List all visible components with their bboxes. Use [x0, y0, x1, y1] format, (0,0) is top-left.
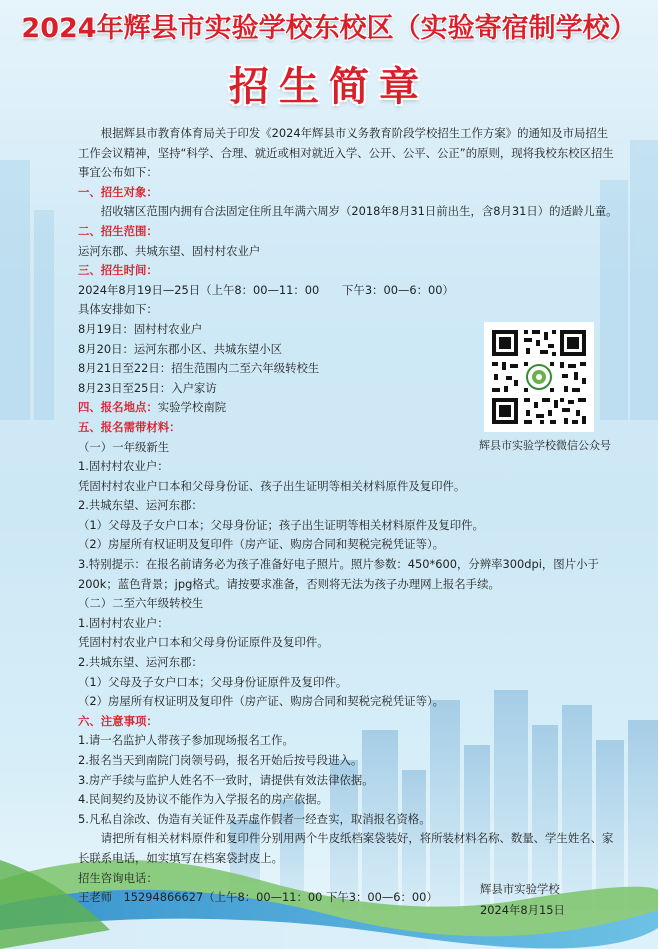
- qr-code-graphic: [484, 322, 594, 432]
- enrollment-time: 2024年8月19日—25日（上午8：00—11：00 下午3：00—6：00）: [78, 282, 454, 297]
- qr-code-icon: [484, 322, 594, 432]
- section-heading-time: 三、招生时间：: [78, 263, 158, 278]
- schedule-intro: 具体安排如下：: [78, 302, 158, 317]
- first-grade-item-2a: （1）父母及子女户口本；父母身份证；孩子出生证明等相关材料原件及复印件。: [78, 517, 484, 532]
- schedule-day-4: 8月23日至25日：入户家访: [78, 380, 217, 395]
- section-heading-scope: 二、招生范围：: [78, 223, 158, 238]
- transfer-item-2a: （1）父母及子女户口本；父母身份证原件及复印件。: [78, 674, 348, 689]
- section-heading-location: 四、报名地点：: [78, 400, 158, 415]
- section-text-location: 实验学校南院: [157, 400, 227, 415]
- signature-org: 辉县市实验学校: [480, 882, 560, 896]
- consult-label: 招生咨询电话：: [78, 870, 158, 885]
- schedule-day-3: 8月21日至22日：招生范围内二至六年级转校生: [78, 361, 320, 376]
- note-1: 1.请一名监护人带孩子参加现场报名工作。: [78, 733, 294, 748]
- schedule-day-2: 8月20日：运河东郡小区、共城东望小区: [78, 341, 282, 356]
- qr-caption: 辉县市实验学校微信公众号: [479, 439, 611, 452]
- consult-phone: 王老师 15294866627（上午8：00—11：00 下午3：00—6：00）: [78, 890, 438, 905]
- group-heading-first-grade: （一）一年级新生: [78, 439, 170, 454]
- transfer-item-1a: 凭固村村农业户口本和父母身份证原件及复印件。: [78, 635, 329, 650]
- announcement-body: [78, 124, 618, 908]
- note-3: 3.房产手续与监护人姓名不一致时，请提供有效法律依据。: [78, 772, 374, 787]
- section-heading-notes: 六、注意事项：: [78, 713, 158, 728]
- transfer-item-2b: （2）房屋所有权证明及复印件（房产证、购房合同和契税完税凭证等）。: [78, 694, 445, 709]
- first-grade-item-2b: （2）房屋所有权证明及复印件（房产证、购房合同和契税完税凭证等）。: [78, 537, 445, 552]
- page-title-line1: 2024年辉县市实验学校东校区（实验寄宿制学校）: [21, 13, 637, 44]
- section-text-targets: 招收辖区范围内拥有合法固定住所且年满六周岁（2018年8月31日前出生，含8月31日）的适龄儿童。: [100, 204, 618, 219]
- intro-paragraph: 根据辉县市教育体育局关于印发《2024年辉县市义务教育阶段学校招生工作方案》的通知及市局招生工作会议精神，坚持“科学、合理、就近或相对就近入学、公开、公平、公正”的原则，现将我校东校区招生事宜公布如下：: [78, 126, 614, 180]
- note-2: 2.报名当天到南院门岗领号码，报名开始后按号段进入。: [78, 753, 363, 767]
- schedule-day-1: 8月19日：固村村农业户: [78, 321, 203, 336]
- first-grade-item-1: 1.固村村农业户：: [78, 459, 169, 474]
- transfer-item-2: 2.共城东望、运河东郡：: [78, 655, 203, 670]
- first-grade-item-1a: 凭固村村农业户口本和父母身份证、孩子出生证明等相关材料原件及复印件。: [78, 478, 466, 493]
- section-heading-targets: 一、招生对象：: [78, 184, 158, 199]
- signature-date: 2024年8月15日: [480, 903, 565, 917]
- note-5: 5.凡私自涂改、伪造有关证件及弄虚作假者一经查实，取消报名资格。: [78, 811, 431, 826]
- first-grade-item-2: 2.共城东望、运河东郡：: [78, 498, 203, 513]
- transfer-item-1: 1.固村村农业户：: [78, 615, 169, 630]
- note-4: 4.民间契约及协议不能作为入学报名的房产依据。: [78, 792, 329, 807]
- group-heading-transfer: （二）二至六年级转校生: [78, 596, 204, 611]
- section-text-scope: 运河东郡、共城东望、固村村农业户: [78, 243, 261, 258]
- packing-instructions: 请把所有相关材料原件和复印件分别用两个牛皮纸档案袋装好，将所装材料名称、数量、学生姓名、家长联系电话，如实填写在档案袋封皮上。: [78, 831, 614, 865]
- signature-block: [480, 879, 600, 921]
- section-heading-materials: 五、报名需带材料：: [78, 419, 181, 434]
- page-title-line2: 招生简章: [229, 64, 429, 110]
- first-grade-item-3: 3.特别提示：在报名前请务必为孩子准备好电子照片。照片参数：450*600，分辨率300dpi，图片小于200k；蓝色背景；jpg格式。请按要求准备，否则将无法为孩子办理网上报名手续。: [78, 557, 599, 591]
